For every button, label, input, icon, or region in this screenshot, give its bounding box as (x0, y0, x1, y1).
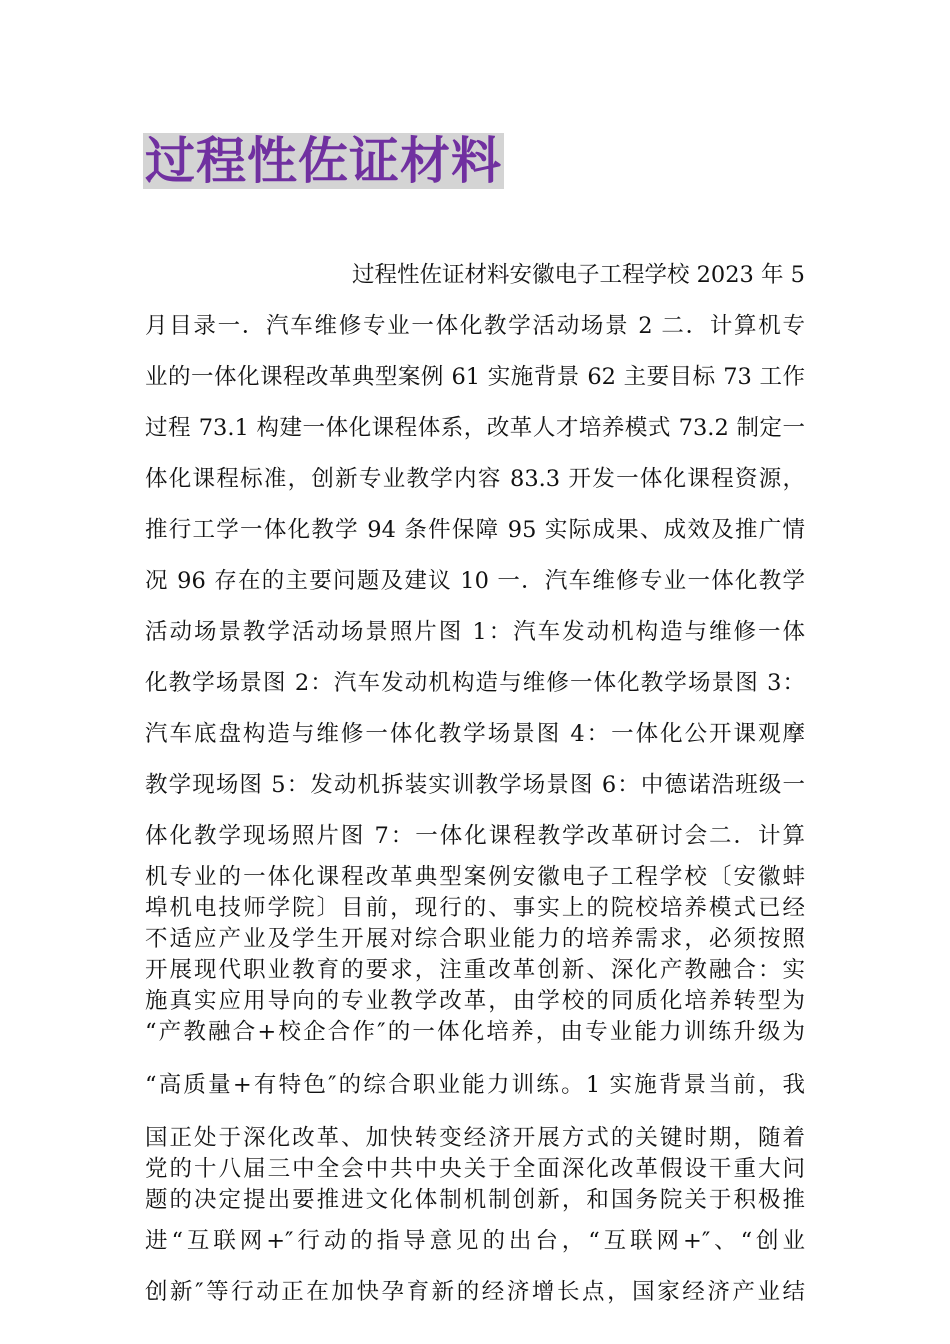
text-line: “高质量+有特色″的综合职业能力训练。1 实施背景当前，我 (145, 1072, 805, 1098)
body-text (145, 250, 805, 1318)
text-line: 进“互联网+″行动的指导意见的出台，“互联网+″、“创业 (145, 1228, 805, 1254)
text-line: 创新″等行动正在加快孕育新的经济增长点，国家经济产业结 (145, 1279, 805, 1305)
page-title: 过程性佐证材料 (145, 132, 502, 190)
text-line: 况 96 存在的主要问题及建议 10 一．汽车维修专业一体化教学 (145, 568, 805, 594)
text-line: 汽车底盘构造与维修一体化教学场景图 4：一体化公开课观摩 (145, 721, 805, 747)
text-line: 推行工学一体化教学 94 条件保障 95 实际成果、成效及推广情 (145, 517, 805, 543)
text-line: 国正处于深化改革、加快转变经济开展方式的关键时期，随着 (145, 1125, 805, 1151)
text-line: 机专业的一体化课程改革典型案例安徽电子工程学校〔安徽蚌 (145, 864, 805, 890)
text-line: 月目录一．汽车维修专业一体化教学活动场景 2 二．计算机专 (145, 313, 805, 339)
text-line: 体化课程标准，创新专业教学内容 83.3 开发一体化课程资源， (145, 466, 805, 492)
text-line: 教学现场图 5：发动机拆装实训教学场景图 6：中德诺浩班级一 (145, 772, 805, 798)
text-line: 过程 73.1 构建一体化课程体系，改革人才培养模式 73.2 制定一 (145, 415, 805, 441)
text-line: 业的一体化课程改革典型案例 61 实施背景 62 主要目标 73 工作 (145, 364, 805, 390)
text-line: 施真实应用导向的专业教学改革，由学校的同质化培养转型为 (145, 988, 805, 1014)
text-line: 埠机电技师学院〕目前，现行的、事实上的院校培养模式已经 (145, 895, 805, 921)
text-line: “产教融合+校企合作″的一体化培养，由专业能力训练升级为 (145, 1019, 805, 1045)
text-line: 活动场景教学活动场景照片图 1：汽车发动机构造与维修一体 (145, 619, 805, 645)
text-line: 开展现代职业教育的要求，注重改革创新、深化产教融合：实 (145, 957, 805, 983)
text-line: 不适应产业及学生开展对综合职业能力的培养需求，必须按照 (145, 926, 805, 952)
text-line: 过程性佐证材料安徽电子工程学校 2023 年 5 (351, 262, 805, 288)
text-line: 体化教学现场照片图 7：一体化课程教学改革研讨会二．计算 (145, 823, 805, 849)
text-line: 化教学场景图 2：汽车发动机构造与维修一体化教学场景图 3： (145, 670, 805, 696)
text-line: 党的十八届三中全会中共中央关于全面深化改革假设干重大问 (145, 1156, 805, 1182)
text-line: 题的决定提出要推进文化体制机制创新，和国务院关于积极推 (145, 1187, 805, 1213)
title-highlight (143, 133, 504, 189)
